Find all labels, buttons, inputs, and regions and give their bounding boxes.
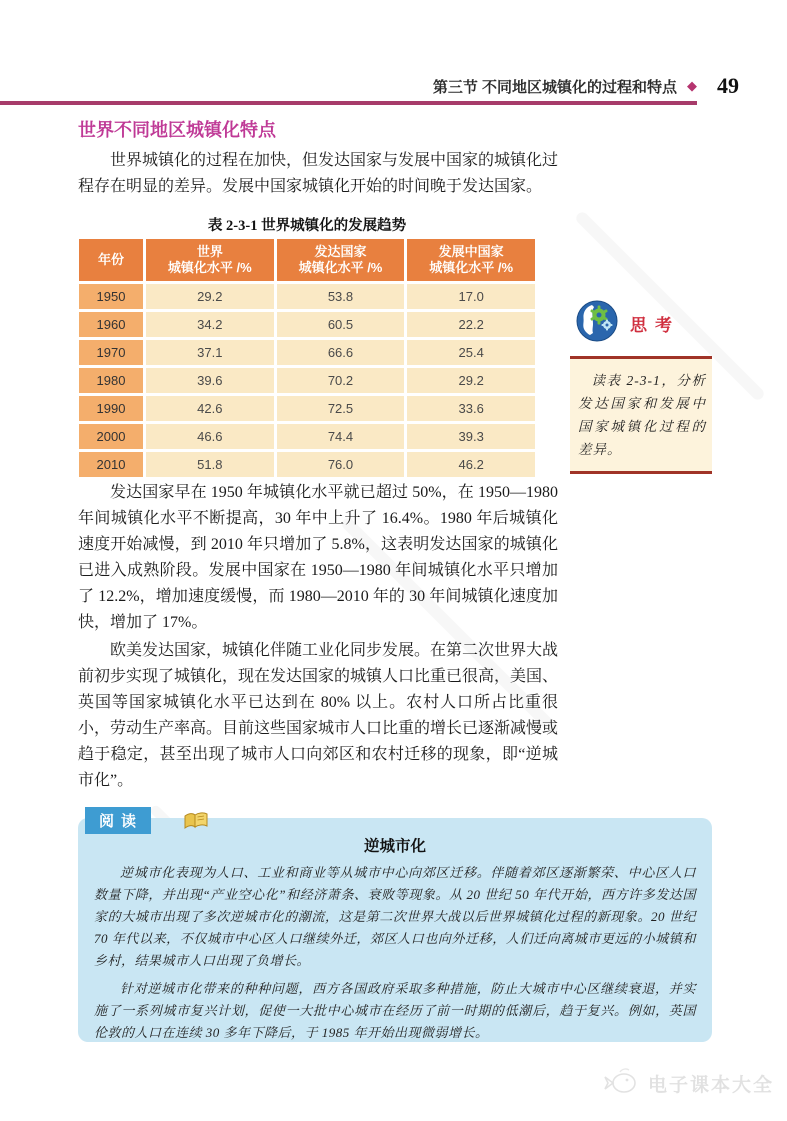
cell-value: 70.2 bbox=[277, 368, 405, 393]
footer-logo bbox=[600, 1066, 774, 1101]
intro-paragraph: 世界城镇化的过程在加快，但发达国家与发展中国家的城镇化过程存在明显的差异。发展中国家城镇化开始的时间晚于发达国家。 bbox=[78, 152, 559, 195]
cell-value: 34.2 bbox=[146, 312, 274, 337]
table-row bbox=[79, 452, 535, 477]
column-header-developing: 发展中国家 城镇化水平 /% bbox=[407, 239, 535, 281]
diamond-icon: ◆ bbox=[687, 78, 697, 93]
cell-value: 60.5 bbox=[277, 312, 405, 337]
open-book-icon bbox=[182, 810, 210, 837]
table-row bbox=[79, 312, 535, 337]
urbanization-table bbox=[76, 236, 538, 480]
cell-value: 53.8 bbox=[277, 284, 405, 309]
column-header-world: 世界 城镇化水平 /% bbox=[146, 239, 274, 281]
reading-title: 逆城市化 bbox=[363, 838, 426, 855]
column-header-developed: 发达国家 城镇化水平 /% bbox=[277, 239, 405, 281]
cell-value: 74.4 bbox=[277, 424, 405, 449]
body-paragraph-counter-urbanization: 欧美发达国家，城镇化伴随工业化同步发展。在第二次世界大战前初步实现了城镇化，现在发达国家的城镇人口比重已很高，美国、英国等国家城镇化水平已达到在 80% 以上。农村人口所占比重很小，劳动生产率高。目前这些国家城市人口比重的增长已逐渐减慢或趋于稳定，甚至出现了城市人口向郊区和农村迁移的现象，即“逆城市化”。 bbox=[78, 642, 559, 789]
table-row bbox=[79, 424, 535, 449]
table-header-row bbox=[79, 239, 535, 281]
cell-value: 46.2 bbox=[407, 452, 535, 477]
table-caption: 表 2-3-1 世界城镇化的发展趋势 bbox=[207, 218, 407, 234]
column-header-year: 年份 bbox=[79, 239, 143, 281]
reading-tab-label: 阅读 bbox=[85, 807, 151, 834]
cell-value: 72.5 bbox=[277, 396, 405, 421]
cell-year: 1950 bbox=[79, 284, 143, 309]
reading-paragraph: 逆城市化表现为人口、工业和商业等从城市中心向郊区迁移。伴随着郊区逐渐繁荣、中心区人口数量下降，并出现“产业空心化”和经济萧条、衰败等现象。从 20 世纪 50 年代开始，西方许多发达国家的大城市出现了多次逆城市化的潮流，这是第二次世界大战以后世界城镇化过程的新现象。20 世纪 70 年代以来，不仅城市中心区人口继续外迁，郊区人口也向外迁移，人们迁向离城市更远的小城镇和乡村，结果城市人口出现了负增长。 bbox=[94, 865, 696, 968]
fish-logo-icon bbox=[600, 1066, 640, 1101]
think-header bbox=[576, 300, 680, 347]
reading-paragraph: 针对逆城市化带来的种种问题，西方各国政府采取多种措施，防止大城市中心区继续衰退，并实施了一系列城市复兴计划，促使一大批中心城市在经历了前一时期的低潮后，趋于复兴。例如，英国伦敦的人口在连续 30 多年下降后，于 1985 年开始出现微弱增长。 bbox=[94, 981, 696, 1040]
cell-year: 1980 bbox=[79, 368, 143, 393]
table-row bbox=[79, 284, 535, 309]
think-title: 思考 bbox=[630, 316, 680, 335]
cell-value: 42.6 bbox=[146, 396, 274, 421]
think-box bbox=[570, 356, 712, 474]
cell-value: 39.6 bbox=[146, 368, 274, 393]
think-text: 读表 2-3-1，分析发达国家和发展中国家城镇化过程的差异。 bbox=[578, 373, 706, 457]
table-row bbox=[79, 368, 535, 393]
cell-value: 51.8 bbox=[146, 452, 274, 477]
reading-box bbox=[78, 813, 712, 1042]
header-rule bbox=[0, 101, 697, 105]
cell-value: 76.0 bbox=[277, 452, 405, 477]
cell-year: 1960 bbox=[79, 312, 143, 337]
cell-value: 25.4 bbox=[407, 340, 535, 365]
page-header bbox=[0, 74, 787, 98]
cell-value: 66.6 bbox=[277, 340, 405, 365]
table-row bbox=[79, 396, 535, 421]
table-row bbox=[79, 340, 535, 365]
cell-value: 22.2 bbox=[407, 312, 535, 337]
cell-value: 29.2 bbox=[407, 368, 535, 393]
think-head-icon bbox=[576, 300, 618, 347]
cell-value: 17.0 bbox=[407, 284, 535, 309]
cell-value: 29.2 bbox=[146, 284, 274, 309]
cell-year: 2010 bbox=[79, 452, 143, 477]
footer-logo-text: 电子课本大全 bbox=[648, 1075, 775, 1096]
cell-value: 33.6 bbox=[407, 396, 535, 421]
cell-value: 37.1 bbox=[146, 340, 274, 365]
cell-year: 1970 bbox=[79, 340, 143, 365]
cell-year: 1990 bbox=[79, 396, 143, 421]
body-paragraph-developed: 发达国家早在 1950 年城镇化水平就已超过 50%，在 1950—1980 年间城镇化水平不断提高，30 年中上升了 16.4%。1980 年后城镇化速度开始减慢，到 2010 年只增加了 5.8%，这表明发达国家的城镇化已进入成熟阶段。发展中国家在 1950—1980 年间城镇化水平只增加了 12.2%，增加速度缓慢，而 1980—2010 年的 30 年间城镇化速度加快，增加了 17%。 bbox=[78, 484, 558, 631]
cell-value: 46.6 bbox=[146, 424, 274, 449]
cell-year: 2000 bbox=[79, 424, 143, 449]
chapter-title: 第三节 不同地区城镇化的过程和特点 bbox=[432, 78, 677, 96]
section-title: 世界不同地区城镇化特点 bbox=[78, 120, 276, 140]
page-number: 49 bbox=[717, 73, 739, 98]
cell-value: 39.3 bbox=[407, 424, 535, 449]
